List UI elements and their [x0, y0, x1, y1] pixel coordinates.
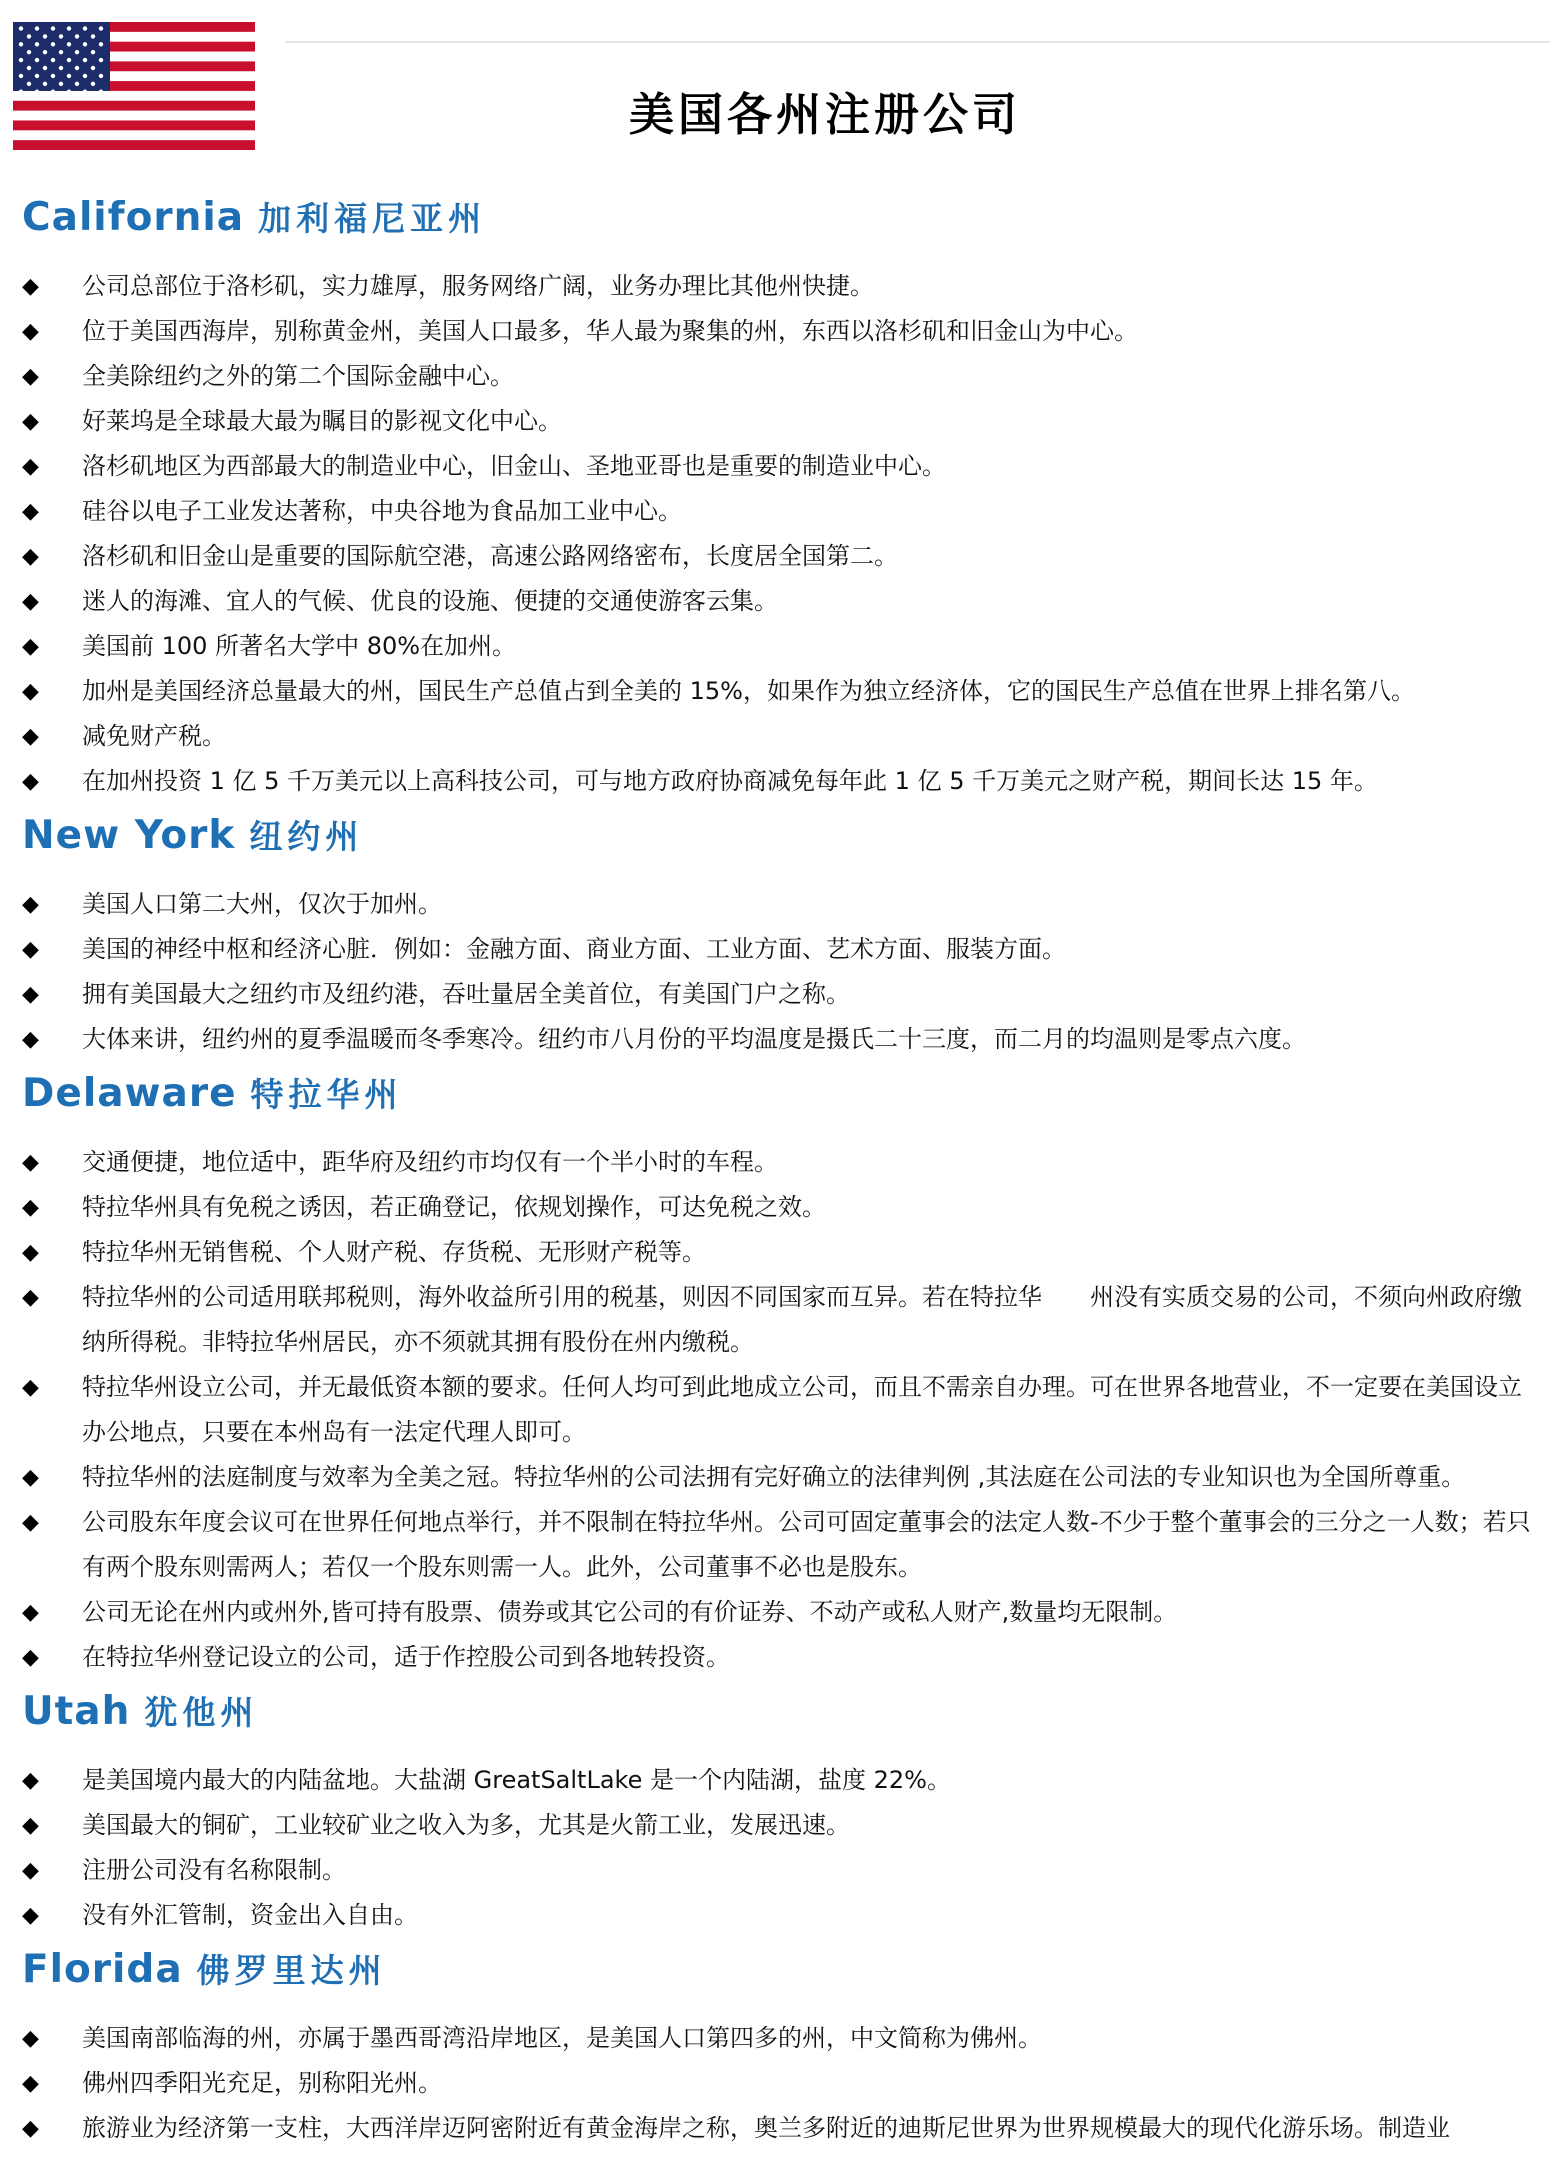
- list-item: ◆ 加州是美国经济总量最大的州，国民生产总值占到全美的 15%，如果作为独立经济体，它的国民生产总值在世界上排名第八。: [22, 669, 1537, 714]
- bullet-list: [22, 2016, 1537, 2151]
- list-item: ◆ 硅谷以电子工业发达著称，中央谷地为食品加工业中心。: [22, 489, 1537, 534]
- section-heading: [22, 1062, 1537, 1126]
- list-item: ◆ 没有外汇管制，资金出入自由。: [22, 1893, 1537, 1938]
- list-item: ◆ 特拉华州无销售税、个人财产税、存货税、无形财产税等。: [22, 1230, 1537, 1275]
- list-item: ◆ 全美除纽约之外的第二个国际金融中心。: [22, 354, 1537, 399]
- header-divider: [285, 41, 1550, 43]
- list-item: ◆ 是美国境内最大的内陆盆地。大盐湖 GreatSaltLake 是一个内陆湖，盐度 22%。: [22, 1758, 1537, 1803]
- bullet-list: [22, 1758, 1537, 1938]
- list-item: ◆ 美国南部临海的州，亦属于墨西哥湾沿岸地区，是美国人口第四多的州，中文简称为佛州。: [22, 2016, 1537, 2061]
- list-item: ◆ 交通便捷，地位适中，距华府及纽约市均仅有一个半小时的车程。: [22, 1140, 1537, 1185]
- section-heading-zh: 纽约州: [249, 817, 364, 856]
- document-body: [22, 186, 1537, 2151]
- list-item: ◆ 公司总部位于洛杉矶，实力雄厚，服务网络广阔，业务办理比其他州快捷。: [22, 264, 1537, 309]
- list-item: ◆ 在特拉华州登记设立的公司，适于作控股公司到各地转投资。: [22, 1635, 1537, 1680]
- section-delaware: [22, 1062, 1537, 1680]
- list-item: ◆ 位于美国西海岸，别称黄金州，美国人口最多，华人最为聚集的州，东西以洛杉矶和旧金山为中心。: [22, 309, 1537, 354]
- page-title: 美国各州注册公司: [628, 88, 1021, 141]
- list-item: ◆ 拥有美国最大之纽约市及纽约港，吞吐量居全美首位，有美国门户之称。: [22, 972, 1537, 1017]
- list-item: ◆ 好莱坞是全球最大最为瞩目的影视文化中心。: [22, 399, 1537, 444]
- list-item: ◆ 减免财产税。: [22, 714, 1537, 759]
- section-heading-zh: 犹他州: [144, 1693, 259, 1732]
- list-item: ◆ 大体来讲，纽约州的夏季温暖而冬季寒冷。纽约市八月份的平均温度是摄氏二十三度，而二月的均温则是零点六度。: [22, 1017, 1537, 1062]
- list-item: ◆ 迷人的海滩、宜人的气候、优良的设施、便捷的交通使游客云集。: [22, 579, 1537, 624]
- section-florida: [22, 1938, 1537, 2151]
- list-item: ◆ 美国的神经中枢和经济心脏．例如：金融方面、商业方面、工业方面、艺术方面、服装方面。: [22, 927, 1537, 972]
- section-utah: [22, 1680, 1537, 1938]
- list-item: ◆ 公司无论在州内或州外,皆可持有股票、债券或其它公司的有价证券、不动产或私人财产,数量均无限制。: [22, 1590, 1537, 1635]
- list-item: ◆ 美国最大的铜矿，工业较矿业之收入为多，尤其是火箭工业，发展迅速。: [22, 1803, 1537, 1848]
- list-item: ◆ 洛杉矶地区为西部最大的制造业中心，旧金山、圣地亚哥也是重要的制造业中心。: [22, 444, 1537, 489]
- section-heading-zh: 特拉华州: [250, 1075, 403, 1114]
- list-item: ◆ 美国前 100 所著名大学中 80%在加州。: [22, 624, 1537, 669]
- list-item: ◆ 公司股东年度会议可在世界任何地点举行，并不限制在特拉华州。公司可固定董事会的法定人数-不少于整个董事会的三分之一人数；若只有两个股东则需两人；若仅一个股东则需一人。此外，公司董事不必也是股东。: [22, 1500, 1537, 1590]
- list-item: ◆ 洛杉矶和旧金山是重要的国际航空港，高速公路网络密布，长度居全国第二。: [22, 534, 1537, 579]
- section-new-york: [22, 804, 1537, 1062]
- list-item: ◆ 在加州投资 1 亿 5 千万美元以上高科技公司，可与地方政府协商减免每年此 1 亿 5 千万美元之财产税，期间长达 15 年。: [22, 759, 1537, 804]
- list-item: ◆ 特拉华州设立公司，并无最低资本额的要求。任何人均可到此地成立公司，而且不需亲自办理。可在世界各地营业，不一定要在美国设立办公地点，只要在本州岛有一法定代理人即可。: [22, 1365, 1537, 1455]
- list-item: ◆ 特拉华州具有免税之诱因，若正确登记，依规划操作，可达免税之效。: [22, 1185, 1537, 1230]
- section-heading-en: Utah: [22, 1689, 131, 1734]
- list-item: ◆ 美国人口第二大州，仅次于加州。: [22, 882, 1537, 927]
- list-item: ◆ 特拉华州的法庭制度与效率为全美之冠。特拉华州的公司法拥有完好确立的法律判例 ,其法庭在公司法的专业知识也为全国所尊重。: [22, 1455, 1537, 1500]
- section-heading: [22, 1680, 1537, 1744]
- list-item: ◆ 注册公司没有名称限制。: [22, 1848, 1537, 1893]
- section-heading: [22, 804, 1537, 868]
- list-item: ◆ 旅游业为经济第一支柱，大西洋岸迈阿密附近有黄金海岸之称，奥兰多附近的迪斯尼世界为世界规模最大的现代化游乐场。制造业: [22, 2106, 1537, 2151]
- bullet-list: [22, 882, 1537, 1062]
- list-item: ◆ 佛州四季阳光充足，别称阳光州。: [22, 2061, 1537, 2106]
- list-item: ◆ 特拉华州的公司适用联邦税则，海外收益所引用的税基，则因不同国家而互异。若在特拉华 州没有实质交易的公司，不须向州政府缴纳所得税。非特拉华州居民，亦不须就其拥有股份在州内缴税。: [22, 1275, 1537, 1365]
- section-heading-en: Florida: [22, 1947, 183, 1992]
- section-heading-en: New York: [22, 813, 236, 858]
- section-heading: [22, 186, 1537, 250]
- section-heading-en: California: [22, 195, 245, 240]
- section-heading: [22, 1938, 1537, 2002]
- section-california: [22, 186, 1537, 804]
- section-heading-en: Delaware: [22, 1071, 237, 1116]
- bullet-list: [22, 264, 1537, 804]
- section-heading-zh: 佛罗里达州: [196, 1951, 387, 1990]
- section-heading-zh: 加利福尼亚州: [258, 199, 487, 238]
- bullet-list: [22, 1140, 1537, 1680]
